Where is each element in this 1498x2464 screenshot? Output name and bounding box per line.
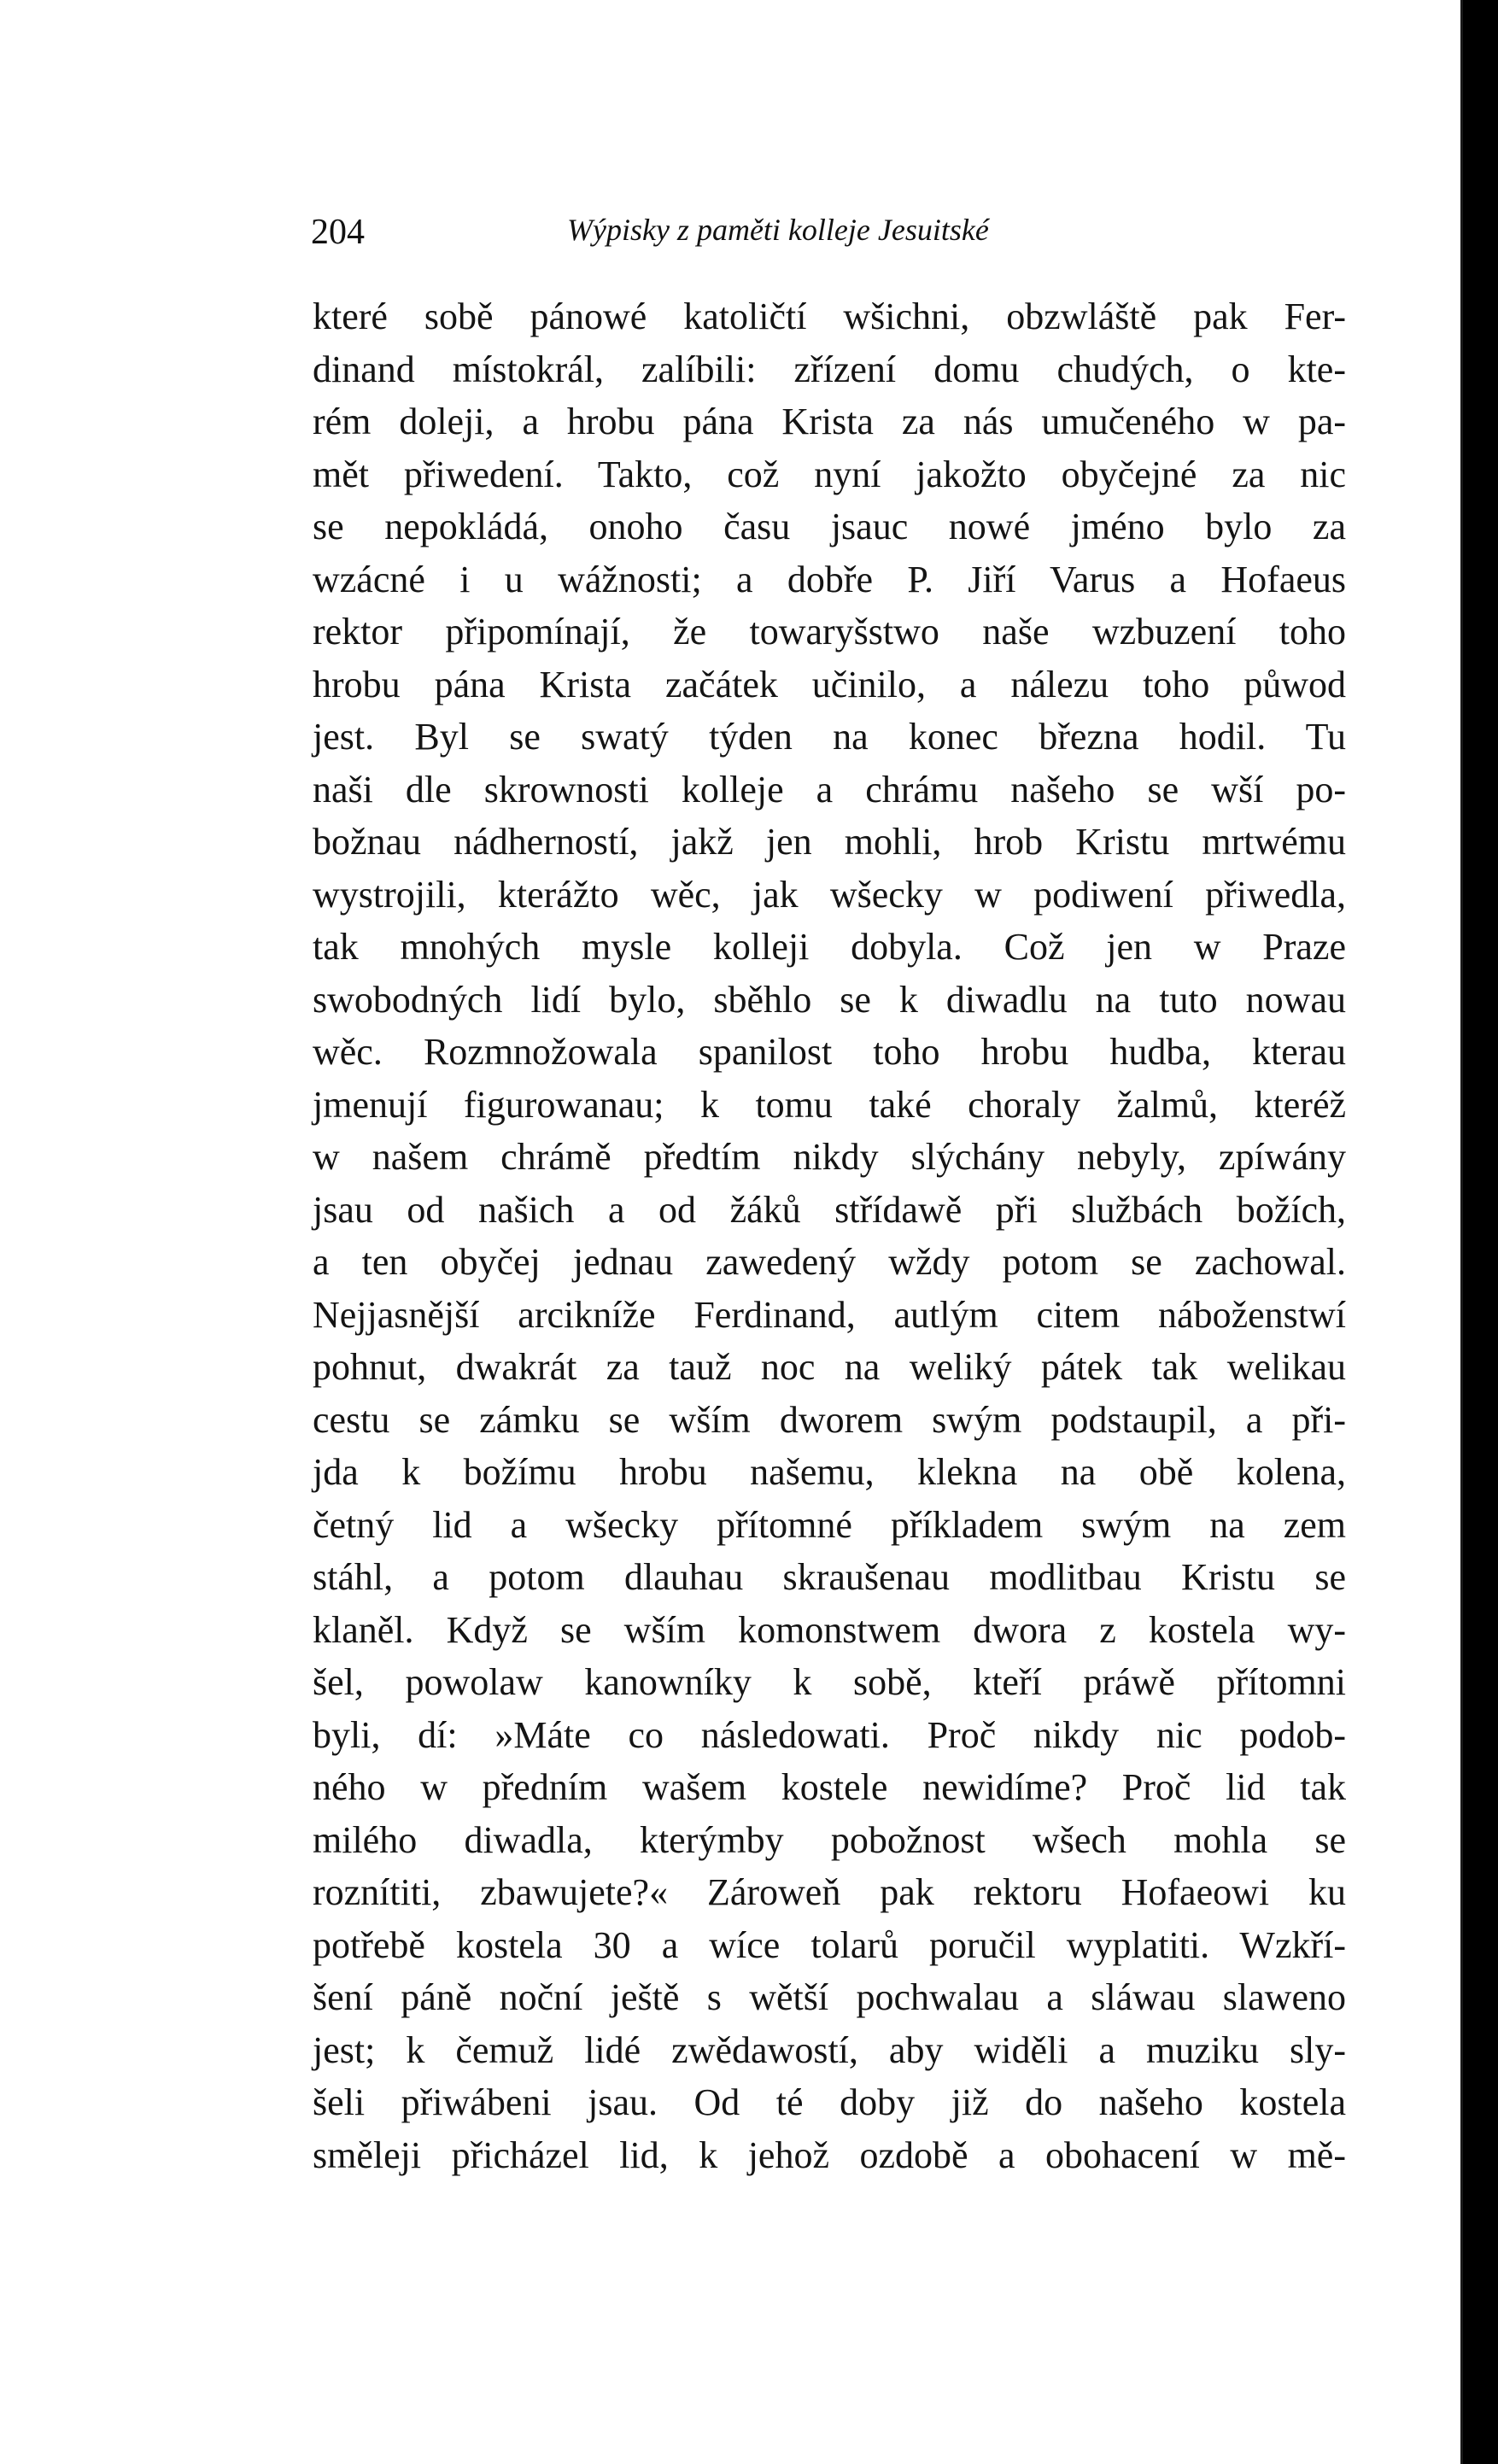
body-text (313, 290, 1346, 2181)
text-line: Nejjasnější arcikníže Ferdinand, autlým citem náboženstwí (313, 1293, 1346, 1336)
running-head (311, 205, 1165, 256)
text-line: stáhl, a potom dlauhau skraušenau modlitbau Kristu se (313, 1556, 1346, 1598)
text-line: které sobě pánowé katoličtí wšichni, obzwláště pak Fer- (313, 296, 1346, 337)
text-line: šeli přiwábeni jsau. Od té doby již do našeho kostela (313, 2081, 1346, 2123)
text-line: hrobu pána Krista začátek učinilo, a nálezu toho půwod (313, 663, 1346, 705)
text-line: jest. Byl se swatý týden na konec března hodil. Tu (313, 716, 1346, 758)
text-line: byli, dí: »Máte co následowati. Proč nikdy nic podob- (313, 1713, 1346, 1756)
text-line: ného w předním wašem kostele newidíme? Proč lid tak (313, 1766, 1346, 1808)
text-line: jsau od našich a od žáků střídawě při službách božích, (313, 1188, 1346, 1231)
text-line: rektor připomínají, že towaryšstwo naše wzbuzení toho (313, 611, 1346, 653)
text-line: potřebě kostela 30 a wíce tolarů poručil wyplatiti. Wzkří- (313, 1923, 1346, 1966)
text-line: dinand místokrál, zalíbili: zřízení domu chudých, o kte- (313, 348, 1346, 390)
text-line: jmenují figurowanau; k tomu také choraly žalmů, kteréž (313, 1083, 1346, 1126)
text-line: klaněl. Když se wším komonstwem dwora z kostela wy- (313, 1608, 1346, 1651)
text-line: pohnut, dwakrát za tauž noc na weliký pátek tak welikau (313, 1346, 1346, 1388)
text-line: jest; k čemuž lidé zwědawostí, aby widěli a muziku sly- (313, 2028, 1346, 2071)
text-line: božnau nádherností, jakž jen mohli, hrob Kristu mrtwému (313, 821, 1346, 863)
text-line: cestu se zámku se wším dworem swým podstaupil, a při- (313, 1398, 1346, 1441)
text-line: šel, powolaw kanowníky k sobě, kteří práwě přítomni (313, 1661, 1346, 1703)
text-line: směleji přicházel lid, k jehož ozdobě a obohacení w mě- (313, 2133, 1346, 2176)
text-line: swobodných lidí bylo, sběhlo se k diwadlu na tuto nowau (313, 978, 1346, 1021)
text-line: roznítiti, zbawujete?« Zároweň pak rektoru Hofaeowi ku (313, 1871, 1346, 1913)
text-line: wzácné i u wážnosti; a dobře P. Jiří Varus a Hofaeus (313, 558, 1346, 600)
text-line: se nepokládá, onoho času jsauc nowé jméno bylo za (313, 506, 1346, 547)
running-title: Wýpisky z paměti kolleje Jesuitské (567, 213, 989, 247)
text-line: mět přiwedení. Takto, což nyní jakožto obyčejné za nic (313, 453, 1346, 495)
text-line: jda k božímu hrobu našemu, klekna na obě kolena, (313, 1451, 1346, 1493)
text-line: w našem chrámě předtím nikdy slýchány nebyly, zpíwány (313, 1136, 1346, 1178)
text-line: wystrojili, kterážto wěc, jak wšecky w podiwení přiwedla, (313, 873, 1346, 916)
text-line: naši dle skrownosti kolleje a chrámu našeho se wší po- (313, 768, 1346, 811)
text-line: četný lid a wšecky přítomné příkladem swým na zem (313, 1503, 1346, 1546)
page-number: 204 (311, 213, 365, 252)
text-line: tak mnohých mysle kolleji dobyla. Což jen w Praze (313, 926, 1346, 968)
text-line: wěc. Rozmnožowala spanilost toho hrobu hudba, kterau (313, 1031, 1346, 1073)
text-line: milého diwadla, kterýmby pobožnost wšech mohla se (313, 1818, 1346, 1861)
text-line: rém doleji, a hrobu pána Krista za nás umučeného w pa- (313, 401, 1346, 442)
text-line: šení páně noční ještě s wětší pochwalau a sláwau slaweno (313, 1976, 1346, 2018)
text-line: a ten obyčej jednau zawedený wždy potom se zachowal. (313, 1241, 1346, 1283)
